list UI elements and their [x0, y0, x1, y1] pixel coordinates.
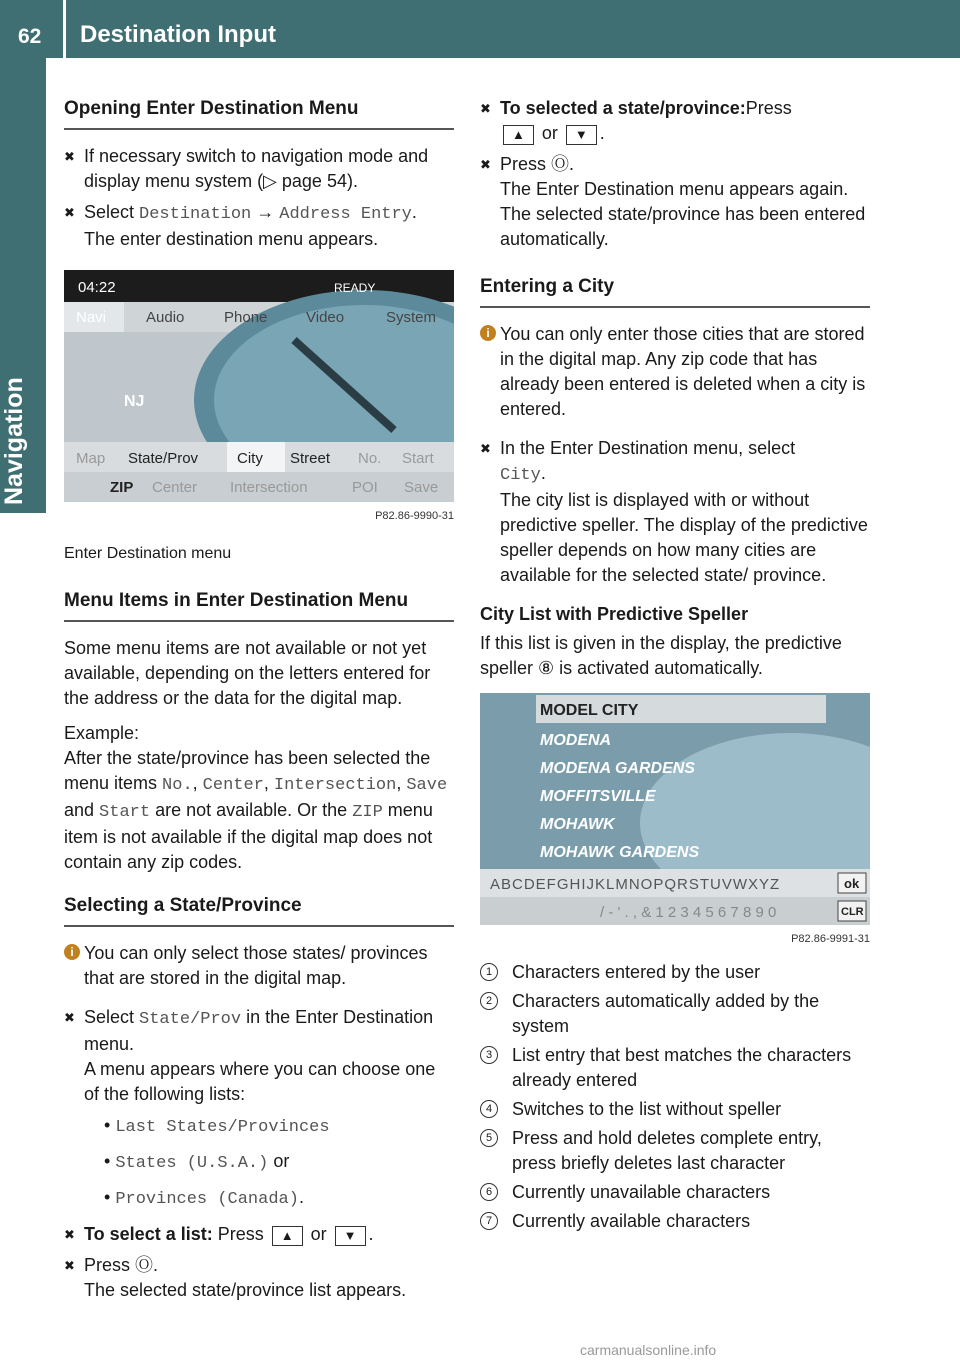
legend-item: 7 Currently available characters [480, 1209, 870, 1234]
svg-text:Audio: Audio [146, 309, 185, 326]
svg-text:Video: Video [306, 309, 345, 326]
info-note: i You can only enter those cities that are stored in the digital map. Any zip code that has already been entered is deleted when a city is entered. [480, 322, 870, 422]
screen-graphic [64, 270, 454, 502]
svg-text:MOHAWK: MOHAWK [540, 816, 615, 833]
svg-text:MOHAWK GARDENS: MOHAWK GARDENS [540, 844, 700, 861]
right-column [480, 96, 870, 1238]
heading-entering-city: Entering a City [480, 274, 870, 308]
svg-text:Navi: Navi [76, 309, 107, 326]
svg-text:State/Prov: State/Prov [128, 450, 199, 467]
left-column [64, 96, 454, 1309]
arrow-icon: ✖ [480, 441, 491, 456]
step: ✖ In the Enter Destination menu, select City. The city list is displayed with or without predictive speller. The display of the predictive speller depends on how many cities are available for the selected state/ province. [480, 438, 868, 585]
page-number: 62 [18, 25, 42, 48]
bullet-list [84, 1113, 454, 1212]
heading-menu-items: Menu Items in Enter Destination Menu [64, 588, 454, 622]
svg-text:City: City [237, 450, 263, 467]
arrow-icon: ✖ [480, 157, 491, 172]
paragraph-example: Example: After the state/province has been selected the menu items No., Center, Intersection, Save and Start are not available. Or the ZIP menu item is not available if the digital map does not contain any zip codes. [64, 723, 448, 872]
paragraph: Some menu items are not available or not yet available, depending on the letters entered for the address or the data for the digital map. [64, 638, 431, 708]
paragraph: If this list is given in the display, the predictive speller ⑧ is activated automatically. [480, 633, 842, 678]
section-label: Navigation [0, 377, 28, 505]
svg-text:Phone: Phone [224, 309, 268, 326]
svg-text:ZIP: ZIP [110, 479, 134, 496]
arrow-icon: ✖ [64, 149, 75, 164]
arrow-icon: ✖ [480, 101, 491, 116]
heading-city-list: City List with Predictive Speller [480, 604, 749, 624]
step: ✖ Press Ⓞ. The selected state/province list appears. [64, 1255, 407, 1300]
screenshot-enter-destination [64, 270, 454, 502]
svg-text:POI: POI [352, 479, 378, 496]
sidebar-strip [0, 58, 46, 293]
svg-text:Save: Save [404, 479, 439, 496]
legend-item: 4 Switches to the list without speller [480, 1097, 870, 1122]
figure-caption: Enter Destination menu [64, 545, 232, 562]
info-icon: i [480, 325, 496, 341]
watermark: carmanualsonline.info [580, 1342, 717, 1358]
arrow-icon: ✖ [64, 205, 75, 220]
heading-selecting-state: Selecting a State/Province [64, 893, 454, 927]
legend-item: 1 Characters entered by the user [480, 960, 870, 985]
step: ✖ Press Ⓞ. The Enter Destination menu appears again. The selected state/province has been entered automatically. [480, 154, 866, 249]
svg-text:Center: Center [152, 479, 198, 496]
heading-opening: Opening Enter Destination Menu [64, 96, 454, 130]
step: ✖ Select State/Prov in the Enter Destination menu. A menu appears where you can choose one of the following lists: • Last States/Provinces • States (U.S.A.) or • Provinces (Canada). [64, 1005, 454, 1212]
screen-state: NJ [124, 393, 145, 410]
svg-text:System: System [386, 309, 437, 326]
screen-time: 04:22 [78, 279, 116, 296]
ok-button: ok [844, 876, 860, 891]
arrow-icon: ✖ [64, 1010, 75, 1025]
figure-code: P82.86-9990-31 [375, 510, 454, 522]
svg-text:Start: Start [402, 450, 434, 467]
legend-item: 6 Currently unavailable characters [480, 1180, 870, 1205]
info-icon: i [64, 944, 80, 960]
screenshot-city-list [480, 693, 870, 925]
screen-status: READY [334, 281, 376, 295]
list-item: • Last States/Provinces [104, 1115, 330, 1137]
city-top: MODEL CITY [540, 702, 639, 719]
svg-text:Intersection: Intersection [230, 479, 308, 496]
svg-text:Street: Street [290, 450, 331, 467]
screen-graphic-2 [480, 693, 870, 925]
svg-text:MODENA: MODENA [540, 732, 612, 749]
legend-list [480, 960, 870, 1234]
speller-symbols: / - ' . , & 1 2 3 4 5 6 7 8 9 0 [600, 904, 777, 921]
legend-item: 2 Characters automatically added by the system [480, 989, 870, 1039]
step: ✖ To select a list: Press ▲ or ▼ . [64, 1222, 454, 1247]
step: ✖ Select Destination → Address Entry. The enter destination menu appears. [64, 202, 417, 249]
list-item: • States (U.S.A.) or [104, 1151, 290, 1173]
step: ✖ If necessary switch to navigation mode and display menu system (▷ page 54). [64, 146, 429, 191]
svg-text:Map: Map [76, 450, 106, 467]
clr-button: CLR [841, 906, 864, 918]
svg-text:No.: No. [358, 450, 382, 467]
sidebar-section-tab [0, 293, 46, 513]
svg-text:MODENA GARDENS: MODENA GARDENS [540, 760, 695, 777]
figure-code-2: P82.86-9991-31 [791, 933, 870, 945]
header-bar [0, 0, 960, 58]
speller-letters: ABCDEFGHIJKLMNOPQRSTUVWXYZ [490, 876, 781, 893]
svg-text:MOFFITSVILLE: MOFFITSVILLE [540, 788, 656, 805]
legend-item: 3 List entry that best matches the characters already entered [480, 1043, 870, 1093]
arrow-icon: ✖ [64, 1258, 75, 1273]
legend-item: 5 Press and hold deletes complete entry, press briefly deletes last character [480, 1126, 870, 1176]
info-note: i You can only select those states/ provinces that are stored in the digital map. [64, 941, 454, 991]
list-item: • Provinces (Canada). [104, 1187, 304, 1209]
header-divider [63, 0, 66, 58]
arrow-icon: ✖ [64, 1227, 75, 1242]
page-title: Destination Input [80, 21, 276, 48]
step: ✖ To selected a state/province:Press ▲ or ▼ . [480, 98, 792, 143]
